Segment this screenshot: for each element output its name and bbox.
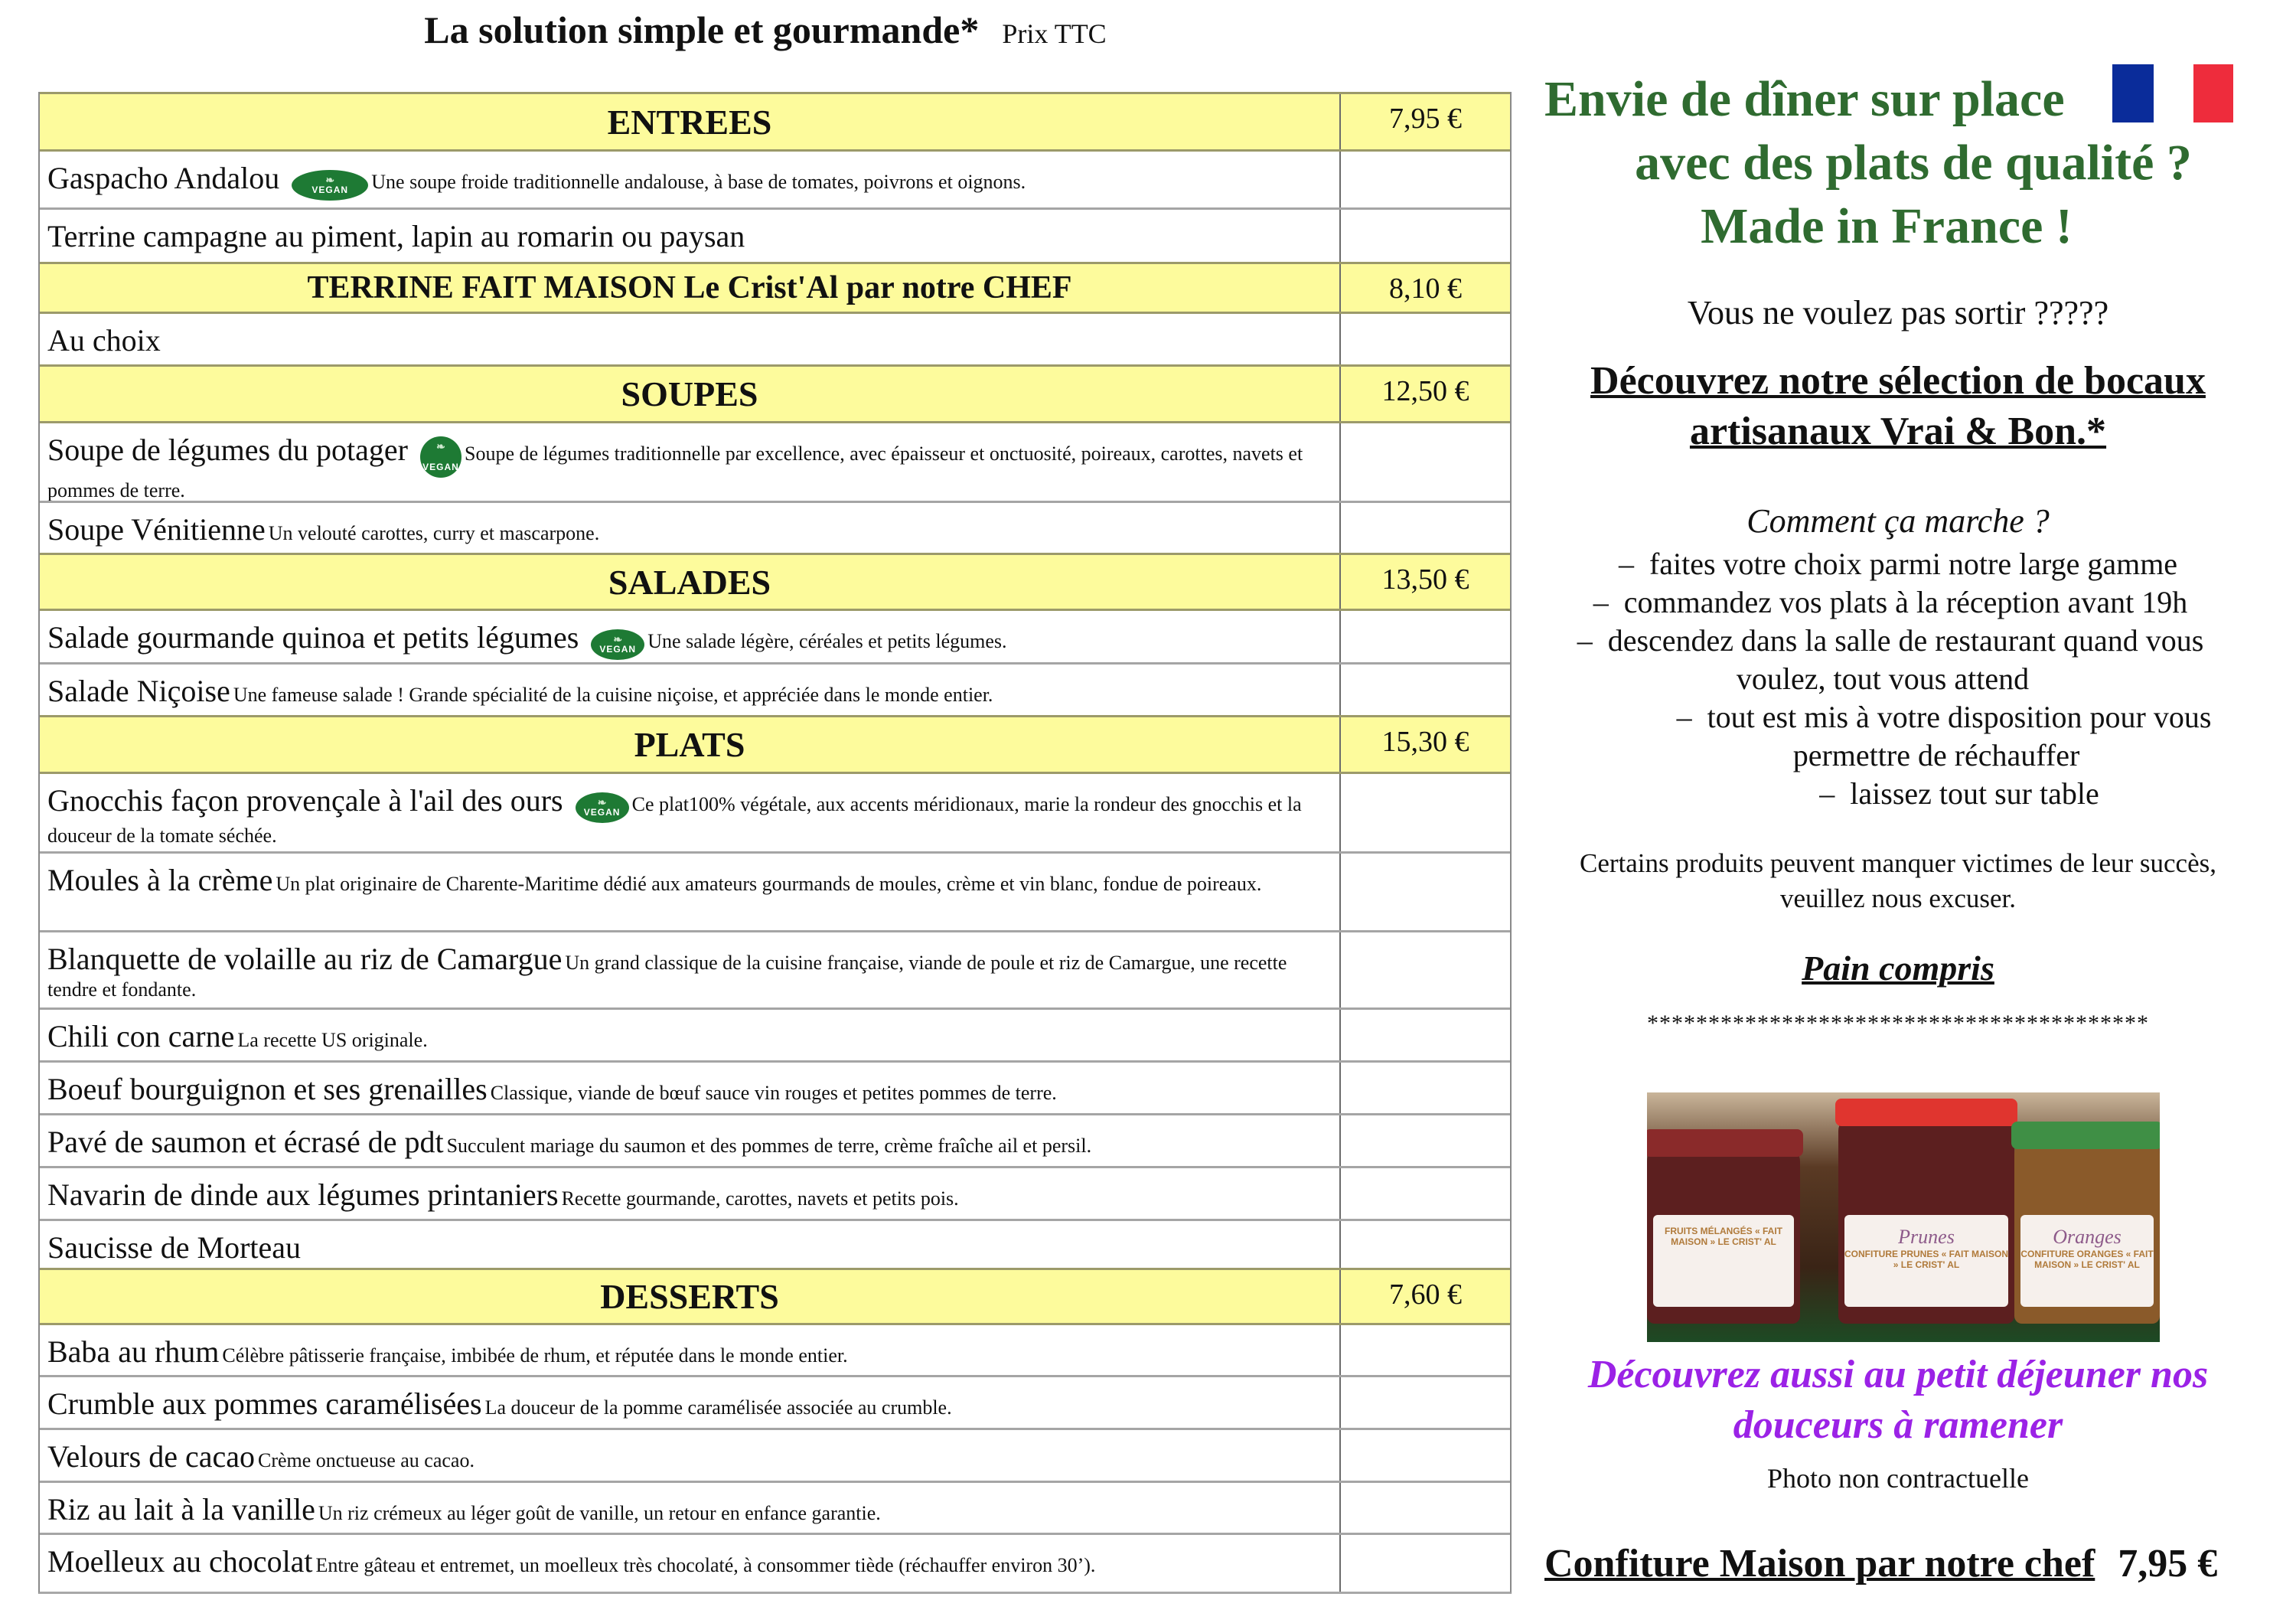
category-name: PLATS	[634, 725, 745, 764]
dish-name: Terrine campagne au piment, lapin au romarin ou paysan	[47, 219, 745, 253]
step-item	[1508, 545, 2273, 583]
promo-line: douceurs à ramener	[1733, 1403, 2063, 1447]
jar-lid	[1835, 1099, 2017, 1126]
notice-line: Certains produits peuvent manquer victimes de leur succès,	[1580, 848, 2216, 878]
info-panel	[1531, 0, 2296, 1623]
menu-item-cell	[40, 1535, 1341, 1592]
menu-item-cell	[40, 1377, 1341, 1428]
vegan-badge-icon	[420, 436, 461, 478]
breakfast-promo	[1531, 1350, 2265, 1451]
menu-item-row	[40, 1219, 1510, 1268]
menu-item-row	[40, 149, 1510, 207]
menu-item-row	[40, 1113, 1510, 1166]
vegan-badge-icon	[591, 629, 644, 660]
dish-name: Soupe Vénitienne	[47, 512, 266, 547]
category-price: 12,50 €	[1381, 375, 1469, 407]
leaf-icon: ❧	[597, 796, 607, 809]
menu-item-cell	[40, 932, 1341, 1007]
menu-item-row	[40, 930, 1510, 1007]
photo-disclaimer: Photo non contractuelle	[1767, 1463, 2029, 1494]
category-cell	[40, 1270, 1341, 1323]
dish-name: Saucisse de Morteau	[47, 1230, 302, 1265]
menu-item-row	[40, 1481, 1510, 1533]
dish-name: Gaspacho Andalou	[47, 161, 280, 195]
dish-description: Un grand classique de la cuisine française, viande de poule et riz de Camargue, une recette tendre et fondante.	[47, 952, 1287, 1001]
dish-description: Une soupe froide traditionnelle andalouse, à base de tomates, poivrons et oignons.	[371, 171, 1026, 193]
dish-name: Salade gourmande quinoa et petits légumes	[47, 620, 579, 655]
menu-item-cell	[40, 1430, 1341, 1481]
dish-name: Moules à la crème	[47, 863, 273, 897]
empty-price-cell	[1341, 932, 1510, 1007]
dish-description: Un riz crémeux au léger goût de vanille, un retour en enfance garantie.	[318, 1502, 881, 1524]
jar-lid	[1647, 1129, 1803, 1157]
step-item	[1500, 622, 2265, 660]
empty-price-cell	[1341, 1115, 1510, 1166]
dish-description: Ce plat100% végétale, aux accents méridionaux, marie la rondeur des gnocchis et la douceur de la tomate séchée.	[47, 793, 1302, 847]
jam-jar	[2014, 1140, 2160, 1324]
menu-item-row	[40, 312, 1510, 364]
dish-description: Une fameuse salade ! Grande spécialité de la cuisine niçoise, et appréciée dans le monde entier.	[233, 684, 993, 706]
jar-label-title: Oranges	[2053, 1226, 2122, 1248]
dish-name: Baba au rhum	[47, 1334, 220, 1369]
menu-item-cell	[40, 665, 1341, 715]
price-note: Prix TTC	[1002, 18, 1107, 49]
headline-line: avec des plats de qualité ?	[1635, 135, 2192, 191]
discover-line: Découvrez notre sélection de bocaux	[1590, 359, 2206, 403]
bread-label: Pain compris	[1802, 949, 1994, 988]
dish-name: Blanquette de volaille au riz de Camargue	[47, 942, 563, 976]
menu-item-row	[40, 1166, 1510, 1219]
step-text: laissez tout sur table	[1850, 776, 2099, 811]
dish-description: Recette gourmande, carottes, navets et petits pois.	[561, 1187, 959, 1210]
dash-bullet-icon: –	[1577, 623, 1593, 658]
dish-description: Succulent mariage du saumon et des pommes de terre, crème fraîche ail et persil.	[446, 1135, 1092, 1157]
jam-jar	[1647, 1148, 1800, 1324]
step-item	[1554, 698, 2296, 736]
category-cell	[40, 94, 1341, 149]
step-item	[1500, 583, 2265, 622]
menu-item-cell	[40, 503, 1341, 553]
empty-price-cell	[1341, 774, 1510, 851]
dash-bullet-icon: –	[1618, 547, 1634, 581]
dish-name: Velours de cacao	[47, 1439, 255, 1474]
question-text: Vous ne voulez pas sortir ?????	[1687, 294, 2109, 331]
vegan-label: VEGAN	[599, 644, 637, 655]
notice-line: veuillez nous excuser.	[1779, 883, 2017, 913]
menu-item-row	[40, 609, 1510, 662]
step-text: descendez dans la salle de restaurant quand vous	[1607, 623, 2204, 658]
menu-item-row	[40, 421, 1510, 501]
dish-name: Salade Niçoise	[47, 674, 230, 708]
category-header	[40, 92, 1510, 152]
empty-price-cell	[1341, 1535, 1510, 1592]
dish-description: La recette US originale.	[237, 1029, 428, 1051]
separator: *****************************************	[1647, 1011, 2149, 1036]
menu-item-cell	[40, 774, 1341, 851]
category-header	[40, 553, 1510, 611]
leaf-icon: ❧	[436, 440, 445, 453]
dish-description: Crème onctueuse au cacao.	[257, 1449, 475, 1471]
vegan-label: VEGAN	[583, 807, 621, 818]
category-cell	[40, 367, 1341, 421]
jar-label	[2020, 1215, 2154, 1307]
jam-jars-photo	[1647, 1092, 2160, 1342]
discover-line: artisanaux Vrai & Bon.*	[1689, 410, 2107, 453]
category-name: DESSERTS	[600, 1277, 779, 1316]
step-text: permettre de réchauffer	[1792, 738, 2080, 772]
dish-name: Pavé de saumon et écrasé de pdt	[47, 1125, 444, 1159]
category-price: 15,30 €	[1381, 726, 1469, 758]
headline-line: Envie de dîner sur place	[1544, 71, 2065, 127]
step-text: commandez vos plats à la réception avant 19h	[1623, 585, 2188, 619]
menu-item-row	[40, 207, 1510, 262]
menu-item-cell	[40, 152, 1341, 207]
dish-name: Au choix	[47, 323, 161, 358]
empty-price-cell	[1341, 1063, 1510, 1113]
category-cell	[40, 555, 1341, 609]
dish-description: Un velouté carottes, curry et mascarpone.	[268, 522, 600, 544]
how-it-works-steps	[1531, 545, 2296, 813]
dish-description: Soupe de légumes traditionnelle par excellence, avec épaisseur et onctuosité, poireaux, carottes, navets et pommes de terre.	[47, 442, 1303, 502]
empty-price-cell	[1341, 1377, 1510, 1428]
menu-item-cell	[40, 1063, 1341, 1113]
dish-name: Moelleux au chocolat	[47, 1544, 313, 1579]
menu-item-cell	[40, 423, 1341, 501]
empty-price-cell	[1341, 1168, 1510, 1219]
dish-name: Riz au lait à la vanille	[47, 1492, 315, 1527]
step-text: faites votre choix parmi notre large gamme	[1649, 547, 2178, 581]
dish-description: La douceur de la pomme caramélisée associée au crumble.	[484, 1396, 952, 1419]
category-header	[40, 715, 1510, 774]
stock-notice	[1531, 846, 2265, 916]
bread-included	[1531, 948, 2265, 988]
dash-bullet-icon: –	[1676, 700, 1692, 734]
empty-price-cell	[1341, 423, 1510, 501]
menu-item-cell	[40, 854, 1341, 930]
promo-line: Découvrez aussi au petit déjeuner nos	[1587, 1353, 2209, 1396]
empty-price-cell	[1341, 665, 1510, 715]
menu-item-row	[40, 772, 1510, 851]
how-it-works-title: Comment ça marche ?	[1746, 502, 2050, 540]
dish-name: Navarin de dinde aux légumes printaniers	[47, 1177, 559, 1212]
category-name: ENTREES	[607, 102, 772, 142]
menu-item-row	[40, 501, 1510, 553]
dish-name: Crumble aux pommes caramélisées	[47, 1386, 482, 1421]
menu-item-cell	[40, 611, 1341, 662]
category-header	[40, 262, 1510, 314]
step-text: tout est mis à votre disposition pour vous	[1707, 700, 2212, 734]
category-name: TERRINE FAIT MAISON Le Crist'Al par notre CHEF	[307, 270, 1072, 305]
step-item	[1569, 775, 2296, 813]
category-cell	[40, 717, 1341, 772]
jar-label-text: CONFITURE ORANGES « FAIT MAISON » LE CRIST' AL	[2020, 1249, 2154, 1270]
vegan-badge-icon	[292, 170, 368, 201]
page-title	[0, 8, 1531, 61]
category-cell	[40, 264, 1341, 312]
menu-item-row	[40, 662, 1510, 715]
jam-jar	[1838, 1117, 2014, 1324]
menu-item-cell	[40, 314, 1341, 364]
category-header	[40, 1268, 1510, 1325]
leaf-icon: ❧	[325, 174, 335, 187]
menu-item-row	[40, 1428, 1510, 1481]
dish-description: Entre gâteau et entremet, un moelleux très chocolaté, à consommer tiède (réchauffer environ 30’).	[315, 1554, 1096, 1576]
jam-price: 7,95 €	[2118, 1542, 2218, 1585]
empty-price-cell	[1341, 503, 1510, 553]
empty-price-cell	[1341, 854, 1510, 930]
jar-label-text: CONFITURE PRUNES « FAIT MAISON » LE CRIST' AL	[1844, 1249, 2009, 1270]
vegan-label: VEGAN	[311, 185, 349, 196]
jam-offer	[1544, 1541, 2217, 1586]
dish-description: Une salade légère, céréales et petits légumes.	[647, 630, 1007, 652]
empty-price-cell	[1341, 1325, 1510, 1375]
dish-description: Classique, viande de bœuf sauce vin rouges et petites pommes de terre.	[490, 1082, 1057, 1104]
dash-bullet-icon: –	[1593, 585, 1609, 619]
step-item	[1500, 660, 2265, 698]
step-text: voulez, tout vous attend	[1736, 661, 2030, 696]
jar-label	[1844, 1215, 2008, 1307]
empty-price-cell	[1341, 314, 1510, 364]
dish-description: Célèbre pâtisserie française, imbibée de rhum, et réputée dans le monde entier.	[222, 1344, 848, 1367]
discover-heading	[1531, 356, 2265, 457]
empty-price-cell	[1341, 1010, 1510, 1060]
jar-lid	[2011, 1122, 2160, 1149]
vegan-label: VEGAN	[422, 462, 459, 473]
category-price: 8,10 €	[1389, 273, 1462, 305]
menu-item-row	[40, 1375, 1510, 1428]
category-price: 7,95 €	[1389, 103, 1462, 135]
menu-item-cell	[40, 1115, 1341, 1166]
menu-item-cell	[40, 1483, 1341, 1533]
menu-item-row	[40, 1060, 1510, 1113]
dish-description: Un plat originaire de Charente-Maritime dédié aux amateurs gourmands de moules, crème et vin blanc, fondue de poireaux.	[276, 873, 1262, 895]
category-name: SOUPES	[621, 374, 758, 413]
dash-bullet-icon: –	[1819, 776, 1835, 811]
headline	[1531, 67, 2296, 258]
menu-item-cell	[40, 1325, 1341, 1375]
menu-title: La solution simple et gourmande*	[424, 8, 980, 51]
dish-name: Gnocchis façon provençale à l'ail des ours	[47, 783, 563, 818]
category-price: 7,60 €	[1389, 1278, 1462, 1311]
jam-label: Confiture Maison par notre chef	[1544, 1542, 2095, 1585]
empty-price-cell	[1341, 1430, 1510, 1481]
menu-item-row	[40, 1533, 1510, 1592]
empty-price-cell	[1341, 1221, 1510, 1268]
dish-name: Soupe de légumes du potager	[47, 433, 408, 467]
headline-line: Made in France !	[1701, 198, 2073, 254]
dish-name: Boeuf bourguignon et ses grenailles	[47, 1072, 488, 1106]
menu-item-cell	[40, 1010, 1341, 1060]
vegan-badge-icon	[576, 792, 629, 823]
empty-price-cell	[1341, 152, 1510, 207]
empty-price-cell	[1341, 210, 1510, 262]
menu-item-cell	[40, 1168, 1341, 1219]
step-item	[1554, 736, 2296, 775]
menu-item-row	[40, 1323, 1510, 1375]
jar-label	[1653, 1215, 1794, 1307]
empty-price-cell	[1341, 611, 1510, 662]
empty-price-cell	[1341, 1483, 1510, 1533]
menu-table	[38, 92, 1512, 1594]
menu-item-cell	[40, 210, 1341, 262]
menu-item-row	[40, 851, 1510, 930]
category-price: 13,50 €	[1381, 563, 1469, 596]
menu-item-row	[40, 1007, 1510, 1060]
jar-label-text: FRUITS MÉLANGÉS « FAIT MAISON » LE CRIST' AL	[1664, 1226, 1782, 1247]
category-header	[40, 364, 1510, 423]
leaf-icon: ❧	[613, 633, 623, 646]
menu-item-cell	[40, 1221, 1341, 1268]
category-name: SALADES	[608, 562, 771, 602]
dish-name: Chili con carne	[47, 1019, 235, 1053]
jar-label-title: Prunes	[1898, 1226, 1955, 1248]
